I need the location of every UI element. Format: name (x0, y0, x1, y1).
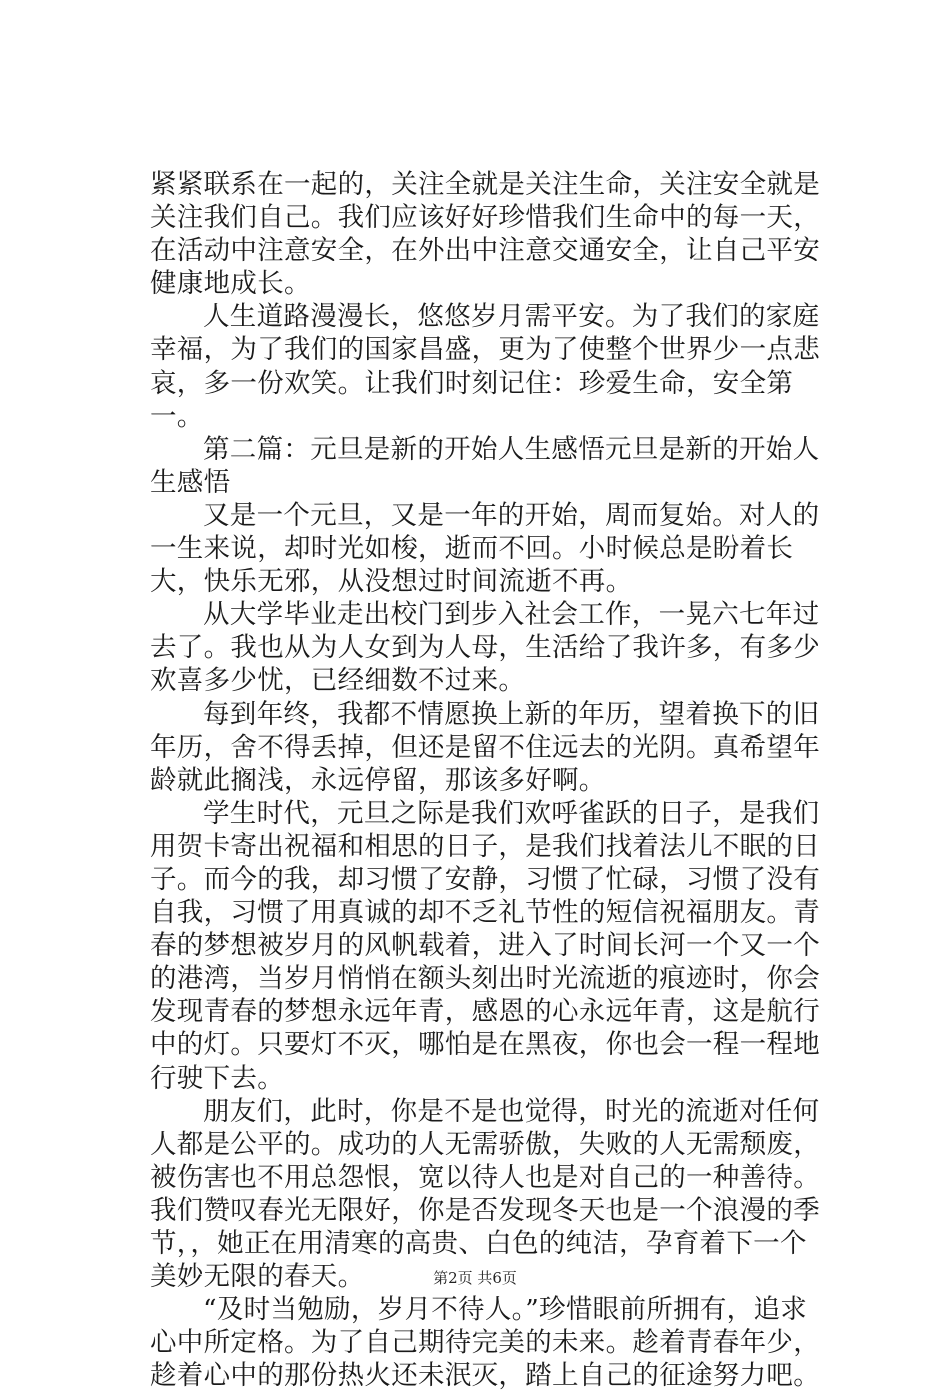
paragraph: 又是一个元旦，又是一年的开始，周而复始。对人的一生来说，却时光如梭，逝而不回。小时候总是盼着长大，快乐无邪，从没想过时间流逝不再。 (150, 499, 820, 598)
paragraph: 从大学毕业走出校门到步入社会工作，一晃六七年过去了。我也从为人女到为人母，生活给了我许多，有多少欢喜多少忧，已经细数不过来。 (150, 599, 820, 697)
section-heading: 第二篇：元旦是新的开始人生感悟元旦是新的开始人生感悟 (150, 433, 820, 498)
document-body (150, 168, 830, 1392)
paragraph: “及时当勉励，岁月不待人。”珍惜眼前所拥有，追求心中所定格。为了自己期待完美的未来。趁着青春年少，趁着心中的那份热火还未泯灭，踏上自己的征途努力吧。 (150, 1294, 820, 1392)
paragraph: 紧紧联系在一起的，关注全就是关注生命，关注安全就是关注我们自己。我们应该好好珍惜我们生命中的每一天，在活动中注意安全，在外出中注意交通安全，让自己平安健康地成长。 (150, 169, 820, 300)
paragraph: 人生道路漫漫长，悠悠岁月需平安。为了我们的家庭幸福，为了我们的国家昌盛，更为了使整个世界少一点悲哀，多一份欢笑。让我们时刻记住：珍爱生命，安全第一。 (150, 301, 820, 432)
paragraph: 每到年终，我都不情愿换上新的年历，望着换下的旧年历，舍不得丢掉，但还是留不住远去的光阴。真希望年龄就此搁浅，永远停留，那该多好啊。 (150, 698, 820, 796)
paragraph: 朋友们，此时，你是不是也觉得，时光的流逝对任何人都是公平的。成功的人无需骄傲，失败的人无需颓废，被伤害也不用总怨恨，宽以待人也是对自己的一种善待。我们赞叹春光无限好，你是否发现冬天也是一个浪漫的季节，，她正在用清寒的高贵、白色的纯洁，孕育着下一个美妙无限的春天。 (150, 1095, 820, 1293)
paragraph: 学生时代，元旦之际是我们欢呼雀跃的日子，是我们用贺卡寄出祝福和相思的日子，是我们找着法儿不眠的日子。而今的我，却习惯了安静，习惯了忙碌，习惯了没有自我，习惯了用真诚的却不乏礼节性的短信祝福朋友。青春的梦想被岁月的风帆载着，进入了时间长河一个又一个的港湾，当岁月悄悄在额头刻出时光流逝的痕迹时，你会发现青春的梦想永远年青，感恩的心永远年青，这是航行中的灯。只要灯不灭，哪怕是在黑夜，你也会一程一程地行驶下去。 (150, 797, 820, 1094)
page-footer: 第2页 共6页 (433, 1269, 517, 1287)
